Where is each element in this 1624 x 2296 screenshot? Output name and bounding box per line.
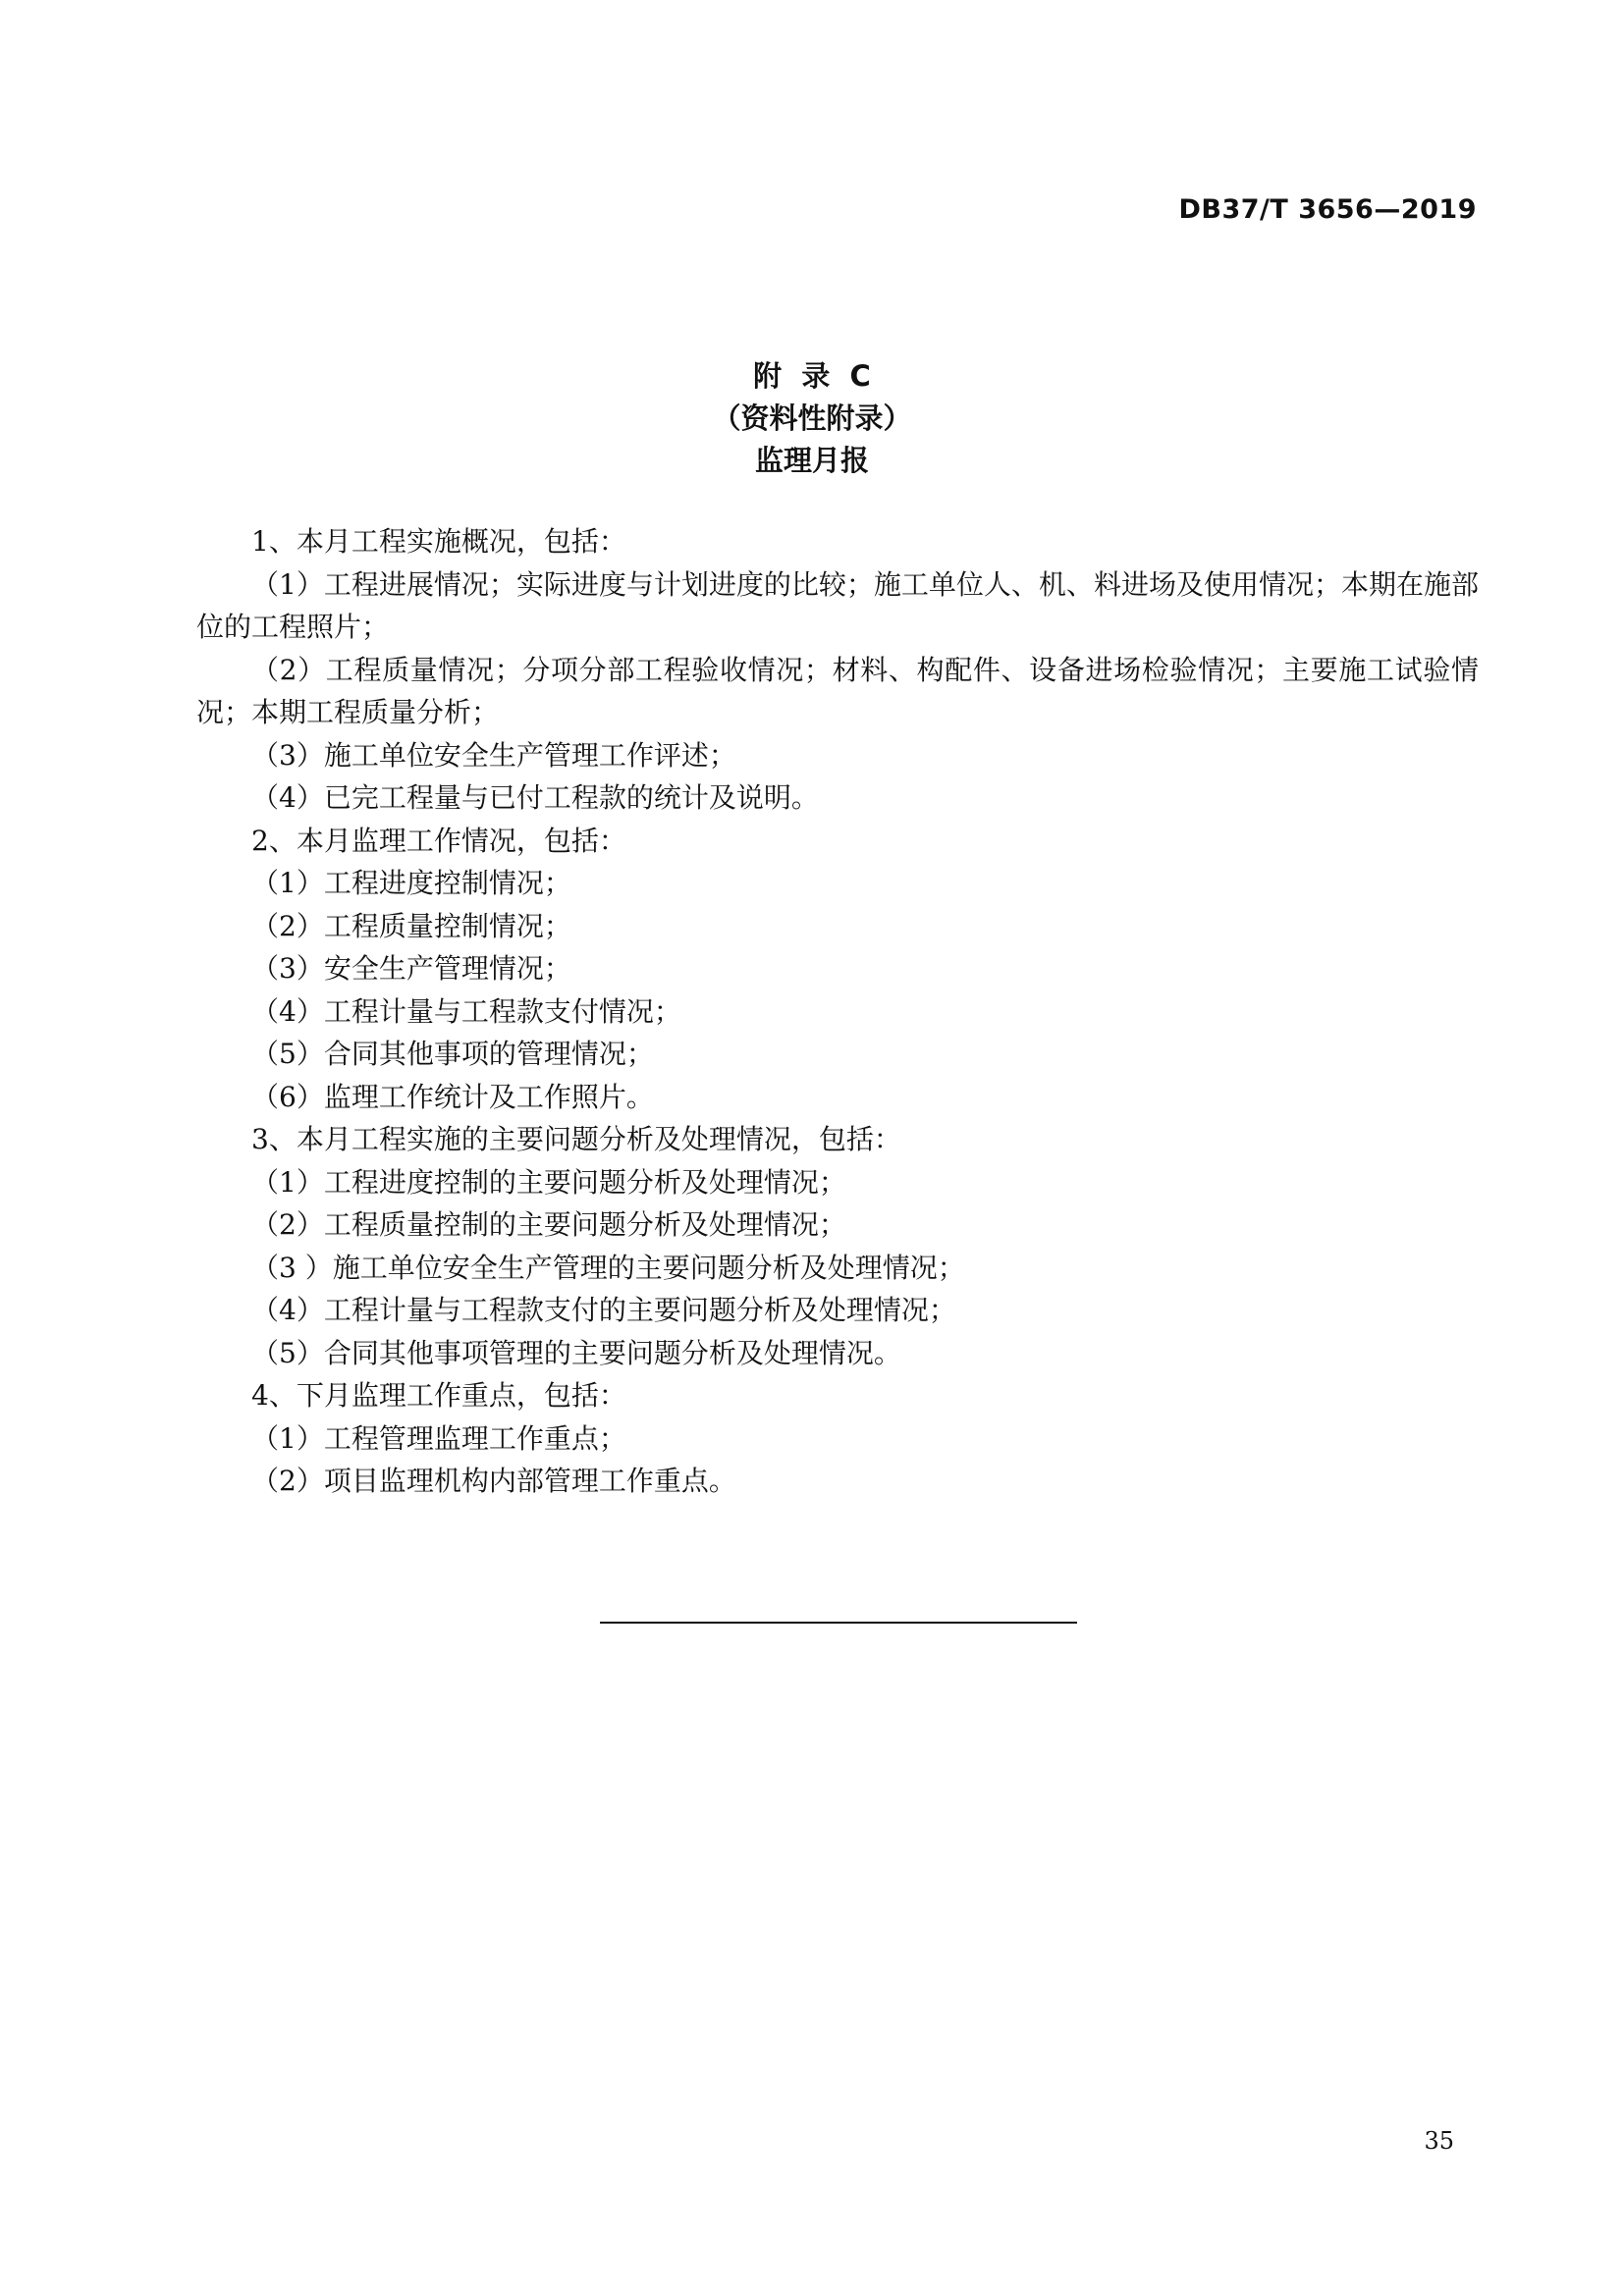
section-4-item-1: （1）工程管理监理工作重点；	[251, 1421, 626, 1455]
page-number: 35	[1424, 2127, 1454, 2155]
section-2-item-1: （1）工程进度控制情况；	[251, 867, 571, 899]
section-2-item-6: （6）监理工作统计及工作照片。	[251, 1080, 654, 1113]
section-2-item-5: （5）合同其他事项的管理情况；	[251, 1038, 654, 1070]
section-2-item-4: （4）工程计量与工程款支付情况；	[251, 994, 681, 1028]
section-2-heading: 2、本月监理工作情况，包括：	[251, 824, 626, 857]
section-2-item-3: （3）安全生产管理情况；	[251, 952, 571, 985]
document-body	[196, 520, 1479, 1503]
section-4-item-2: （2）项目监理机构内部管理工作重点。	[251, 1465, 736, 1497]
section-3-item-5: （5）合同其他事项管理的主要问题分析及处理情况。	[251, 1336, 901, 1369]
appendix-heading: 监理月报	[754, 444, 869, 477]
section-1-item-4: （4）已完工程量与已付工程款的统计及说明。	[251, 781, 819, 814]
section-1-heading: 1、本月工程实施概况，包括：	[251, 525, 626, 558]
section-1-item-1: （1）工程进展情况；实际进度与计划进度的比较；施工单位人、机、料进场及使用情况；本期在施部位的工程照片；	[196, 567, 1479, 643]
section-3-item-4: （4）工程计量与工程款支付的主要问题分析及处理情况；	[251, 1294, 956, 1326]
appendix-title-block	[0, 355, 1624, 482]
standard-code: DB37/T 3656—2019	[1178, 194, 1477, 225]
section-1-item-3: （3）施工单位安全生产管理工作评述；	[251, 738, 736, 772]
section-3-item-3: （3 ）施工单位安全生产管理的主要问题分析及处理情况；	[251, 1251, 965, 1284]
section-3-item-1: （1）工程进度控制的主要问题分析及处理情况；	[251, 1165, 846, 1199]
section-4-heading: 4、下月监理工作重点，包括：	[251, 1379, 626, 1412]
section-2-item-2: （2）工程质量控制情况；	[251, 909, 571, 942]
section-3-item-2: （2）工程质量控制的主要问题分析及处理情况；	[251, 1208, 846, 1241]
end-divider	[600, 1622, 1077, 1624]
section-1-item-2: （2）工程质量情况；分项分部工程验收情况；材料、构配件、设备进场检验情况；主要施工试验情况；本期工程质量分析；	[196, 653, 1479, 728]
appendix-type: （资料性附录）	[712, 401, 912, 435]
section-3-heading: 3、本月工程实施的主要问题分析及处理情况，包括：	[251, 1123, 901, 1155]
appendix-label: 附 录 C	[753, 359, 871, 393]
